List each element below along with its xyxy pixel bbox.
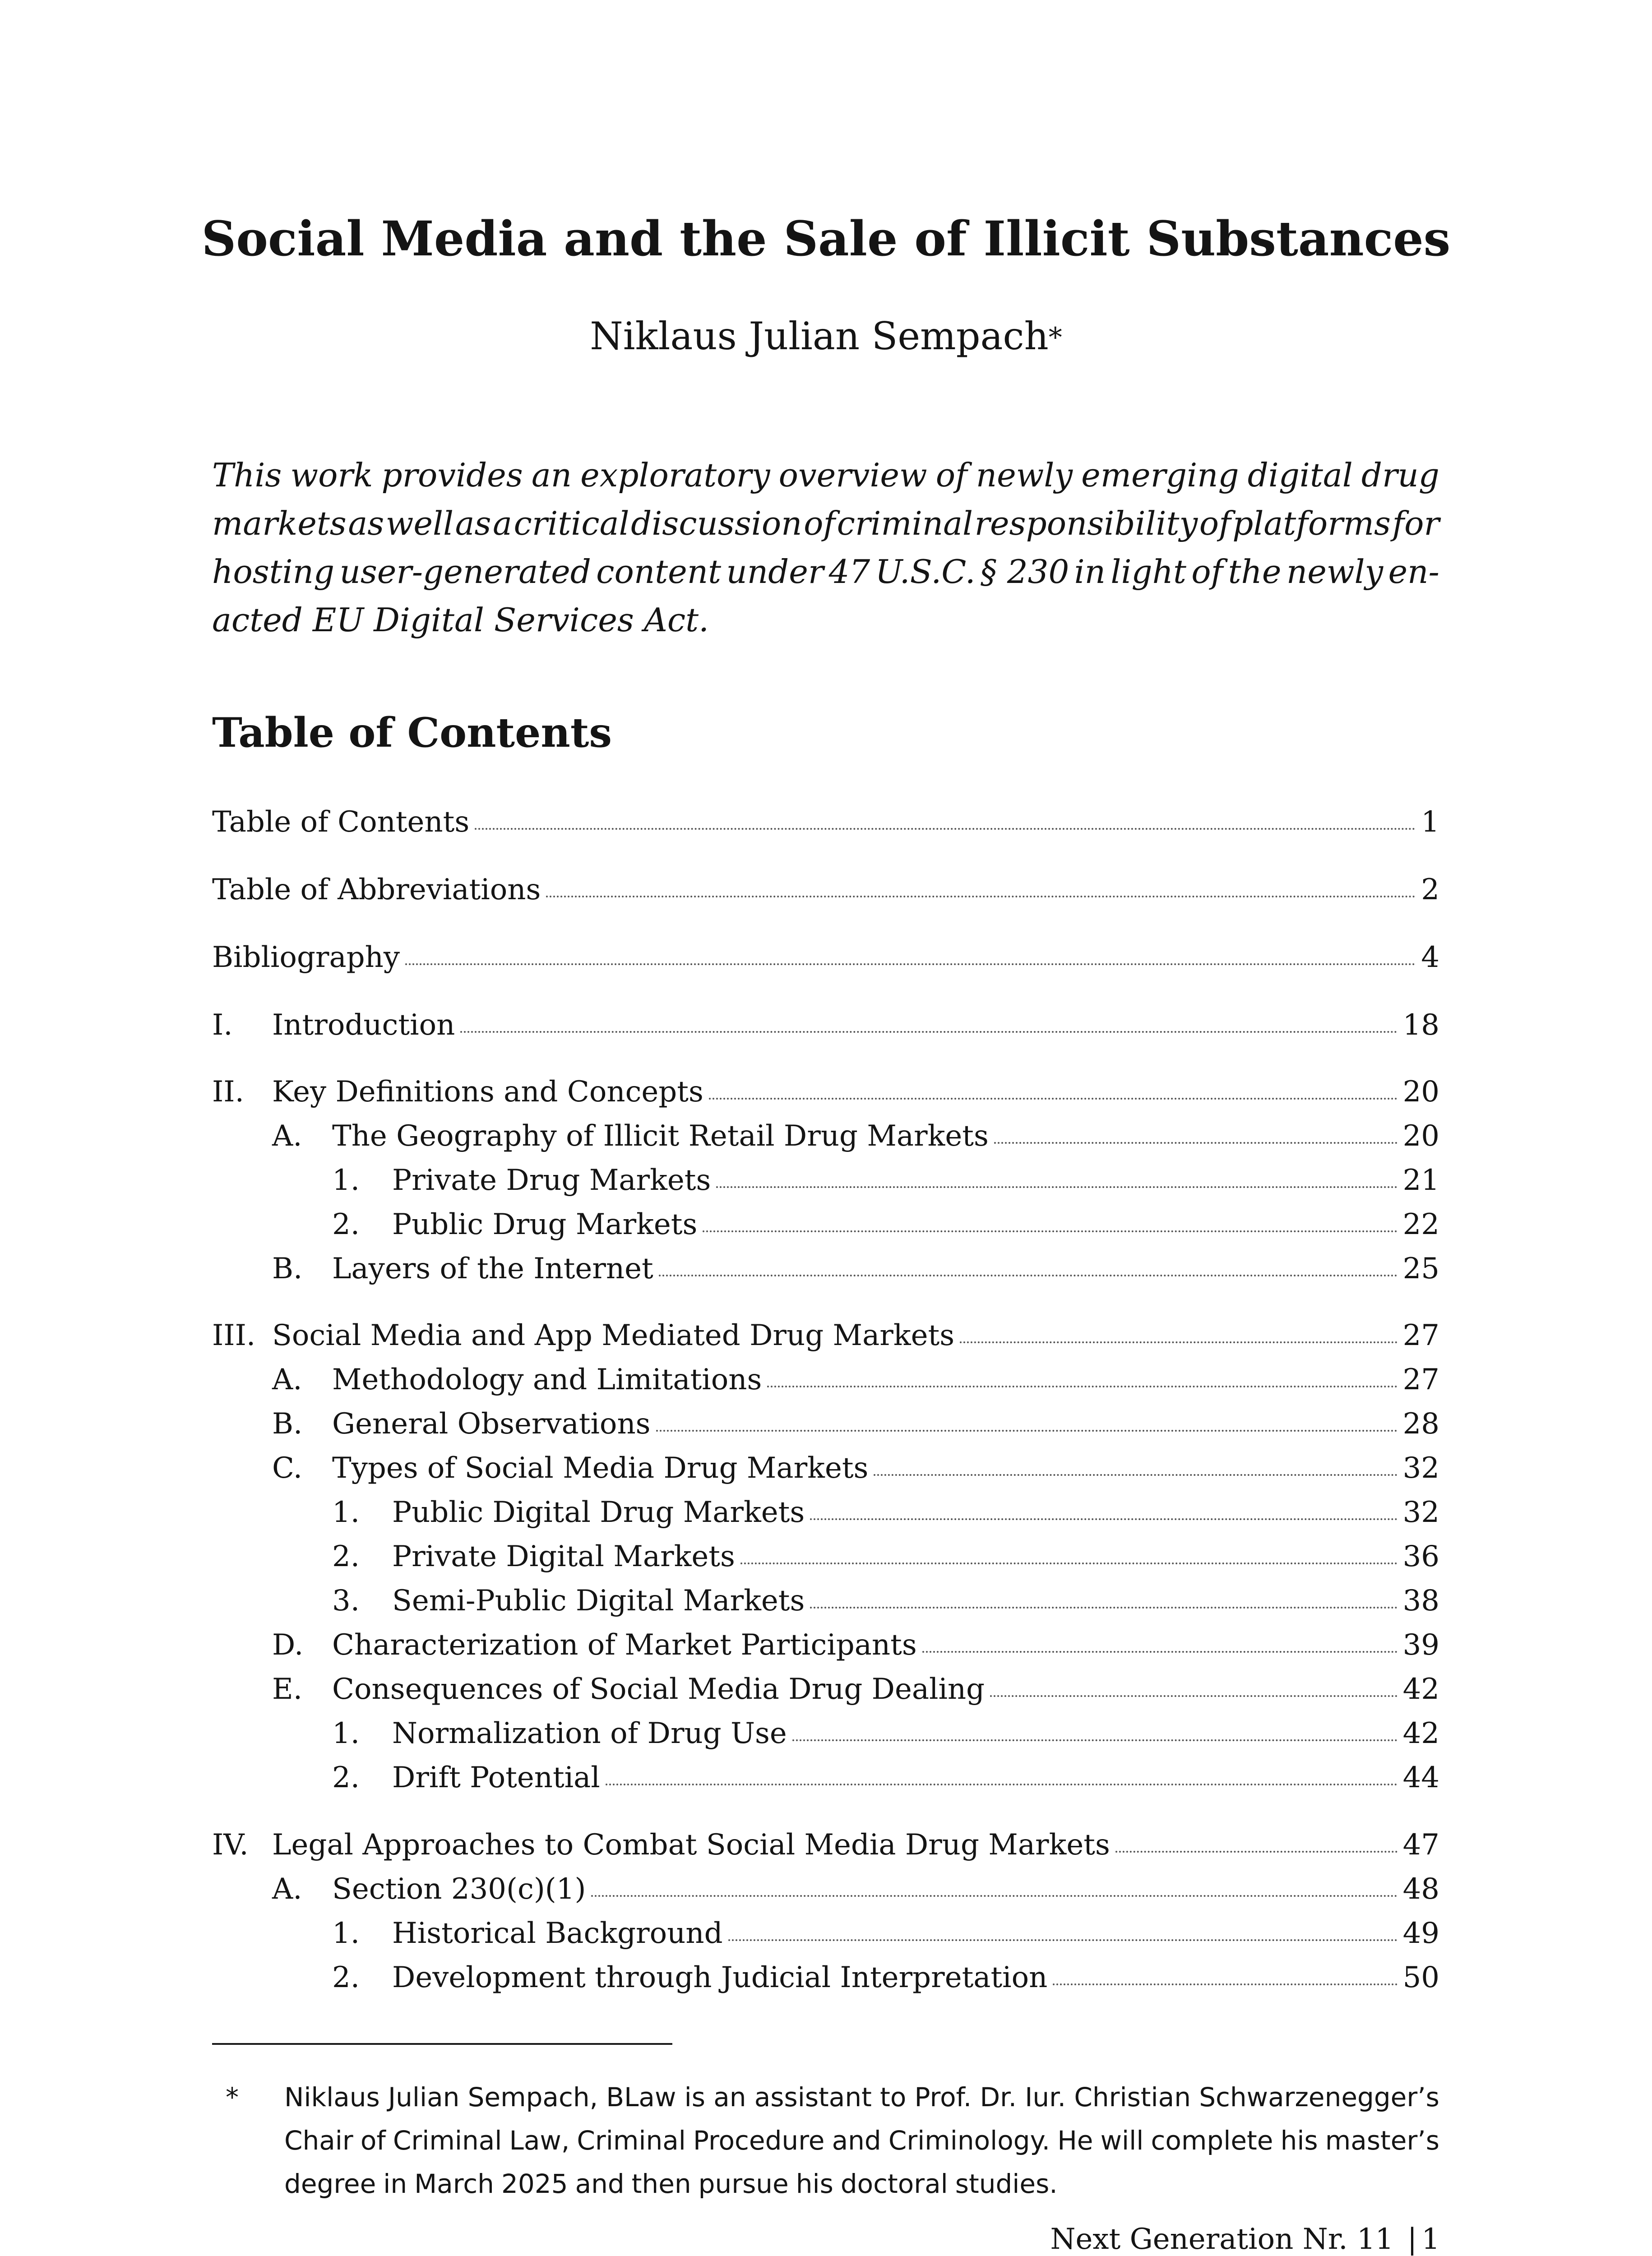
toc-dot-leader [460, 1031, 1397, 1033]
author-footnote-mark[interactable]: * [1048, 322, 1062, 353]
footnote-word: in [383, 2168, 407, 2199]
footnote-word: master’s [1325, 2125, 1439, 2156]
abstract-word: hosting [212, 553, 335, 591]
toc-entry-title: Methodology and Limitations [332, 1363, 762, 1396]
footnote-line [284, 2162, 1439, 2205]
abstract-word: acted [212, 601, 303, 639]
toc-dot-leader [656, 1430, 1397, 1432]
toc-entry-page: 42 [1402, 1673, 1439, 1706]
toc-entry-page: 42 [1402, 1717, 1439, 1750]
toc-entry-page: 1 [1421, 805, 1439, 839]
abstract-word: drug [1361, 456, 1439, 494]
toc-entry-number: 1. [332, 1164, 360, 1197]
toc-entry-page: 32 [1402, 1452, 1439, 1485]
toc-entry-number: 2. [332, 1540, 360, 1573]
page-number: 1 [1421, 2223, 1440, 2256]
toc-entry-title: Normalization of Drug Use [392, 1717, 787, 1750]
toc-entry-number: D. [272, 1628, 304, 1662]
toc-entry[interactable] [212, 1670, 1439, 1708]
toc-entry-title: Table of Contents [212, 805, 470, 839]
abstract-word: 47 [828, 553, 870, 591]
toc-entry[interactable] [212, 1250, 1439, 1288]
abstract-word: light [1111, 553, 1186, 591]
footnote-word: He [1057, 2125, 1093, 2156]
toc-entry[interactable] [212, 1826, 1439, 1864]
footnote-word: Christian [1074, 2082, 1191, 2113]
toc-entry-page: 32 [1402, 1496, 1439, 1529]
abstract-word: markets [212, 504, 347, 542]
abstract-word: content [596, 553, 722, 591]
footnote-word: assistant [754, 2082, 872, 2113]
toc-entry-number: 2. [332, 1961, 360, 1994]
toc-entry-page: 44 [1402, 1761, 1439, 1794]
toc-entry-page: 28 [1402, 1407, 1439, 1441]
footnote-word: will [1100, 2125, 1144, 2156]
toc-dot-leader [728, 1939, 1397, 1941]
abstract-word: in [1074, 553, 1106, 591]
footnote-word: and [832, 2125, 881, 2156]
toc-entry-number: E. [272, 1673, 303, 1706]
toc-dot-leader [960, 1341, 1397, 1343]
toc-dot-leader [1053, 1983, 1397, 1985]
page-footer [1050, 2222, 1440, 2256]
toc-entry-title: Drift Potential [392, 1761, 600, 1794]
footnote-mark: * [226, 2082, 239, 2113]
toc-entry[interactable] [212, 1582, 1439, 1620]
abstract-word: an [531, 456, 572, 494]
toc-entry-title: Consequences of Social Media Drug Dealing [332, 1673, 985, 1706]
toc-entry-page: 27 [1402, 1319, 1439, 1352]
abstract-word: user-generated [339, 553, 591, 591]
toc-entry-number: I. [212, 1008, 233, 1042]
toc-entry-page: 25 [1402, 1252, 1439, 1285]
abstract-word: newly [1286, 553, 1384, 591]
toc-dot-leader [405, 963, 1416, 965]
toc-dot-leader [709, 1098, 1397, 1100]
toc-entry-page: 50 [1402, 1961, 1439, 1994]
footnote-word: to [880, 2082, 907, 2113]
toc-entry[interactable] [212, 1206, 1439, 1244]
author-line [0, 314, 1652, 359]
footnote-word: 2025 [501, 2168, 568, 2199]
footnote-text [284, 2076, 1439, 2205]
abstract-word: a [493, 504, 512, 542]
footnote-word: his [1280, 2125, 1318, 2156]
abstract-word: responsibility [974, 504, 1198, 542]
abstract-word: of [1199, 504, 1231, 542]
toc-entry-number: C. [272, 1452, 303, 1485]
abstract-word: platforms [1232, 504, 1391, 542]
toc-entry-number: 3. [332, 1584, 360, 1618]
toc-entry[interactable] [212, 803, 1439, 841]
toc-entry-number: III. [212, 1319, 256, 1352]
toc-entry-title: Historical Background [392, 1917, 723, 1950]
toc-entry[interactable] [212, 1449, 1439, 1487]
footnote-word: Sempach, [467, 2082, 598, 2113]
toc-dot-leader [990, 1695, 1397, 1697]
toc-entry-page: 21 [1402, 1164, 1439, 1197]
footnote-line [284, 2076, 1439, 2119]
footnote-separator [212, 2043, 672, 2045]
footnote-word: of [360, 2125, 386, 2156]
footnote-word: studies. [955, 2168, 1058, 2199]
abstract-word: overview [778, 456, 927, 494]
footnote-word: doctoral [840, 2168, 948, 2199]
footnote-word: then [631, 2168, 691, 2199]
abstract-word: en- [1388, 553, 1439, 591]
footnote-word: and [575, 2168, 625, 2199]
toc-entry[interactable] [212, 1914, 1439, 1952]
toc-entry[interactable] [212, 1117, 1439, 1155]
toc-entry-number: A. [272, 1363, 302, 1396]
toc-entry-page: 22 [1402, 1208, 1439, 1241]
footnote-word: complete [1151, 2125, 1273, 2156]
toc-entry[interactable] [212, 1006, 1439, 1044]
toc-dot-leader [740, 1563, 1397, 1564]
toc-entry-title: Bibliography [212, 941, 400, 974]
abstract-word: Digital [374, 601, 484, 639]
toc-entry-page: 18 [1402, 1008, 1439, 1042]
toc-entry-title: Public Drug Markets [392, 1208, 698, 1241]
footnote-word: pursue [698, 2168, 789, 2199]
footnote-word: his [796, 2168, 833, 2199]
toc-dot-leader [716, 1186, 1397, 1188]
toc-dot-leader [874, 1474, 1397, 1476]
toc-entry-title: Private Drug Markets [392, 1164, 711, 1197]
abstract-word: exploratory [580, 456, 770, 494]
toc-entry-page: 48 [1402, 1872, 1439, 1906]
toc-entry-number: II. [212, 1075, 244, 1109]
toc-dot-leader [994, 1142, 1397, 1144]
abstract-line [212, 499, 1439, 548]
toc-entry-title: Section 230(c)(1) [332, 1872, 586, 1906]
toc-dot-leader [792, 1739, 1397, 1741]
abstract-line [212, 596, 1439, 644]
toc-entry-number: A. [272, 1119, 302, 1153]
toc-entry-title: Layers of the Internet [332, 1252, 653, 1285]
toc-entry-page: 4 [1421, 941, 1439, 974]
toc-entry[interactable] [212, 1493, 1439, 1531]
toc-dot-leader [922, 1651, 1397, 1653]
toc-entry[interactable] [212, 1073, 1439, 1111]
toc-dot-leader [767, 1386, 1397, 1387]
abstract-word: U.S.C. [875, 553, 976, 591]
footnote-word: Niklaus [284, 2082, 380, 2113]
abstract-word: EU [312, 601, 364, 639]
toc-entry-page: 27 [1402, 1363, 1439, 1396]
footnote-word: an [713, 2082, 746, 2113]
footnote-word: is [684, 2082, 705, 2113]
footnote-word: Chair [284, 2125, 353, 2156]
toc-entry-page: 47 [1402, 1828, 1439, 1862]
toc-entry-title: Public Digital Drug Markets [392, 1496, 805, 1529]
toc-entry-number: 1. [332, 1917, 360, 1950]
toc-dot-leader [810, 1607, 1397, 1609]
toc-entry[interactable] [212, 1870, 1439, 1908]
abstract-word: for [1392, 504, 1439, 542]
abstract-word: critical [514, 504, 629, 542]
abstract-word: provides [381, 456, 523, 494]
toc-dot-leader [659, 1275, 1397, 1276]
abstract [212, 451, 1439, 644]
footnote-word: BLaw [606, 2082, 676, 2113]
abstract-word: the [1228, 553, 1282, 591]
footnote-word: Criminal [577, 2125, 686, 2156]
toc-dot-leader [546, 896, 1416, 897]
abstract-line [212, 548, 1439, 596]
journal-name: Next Generation Nr. 11 [1050, 2223, 1394, 2256]
abstract-word: well [385, 504, 454, 542]
toc-entry[interactable] [212, 1715, 1439, 1752]
toc-entry[interactable] [212, 938, 1439, 976]
toc-entry-number: B. [272, 1407, 303, 1441]
toc-entry-title: Semi-Public Digital Markets [392, 1584, 805, 1618]
toc-entry-title: Private Digital Markets [392, 1540, 735, 1573]
toc-entry-page: 49 [1402, 1917, 1439, 1950]
toc-entry-title: Key Definitions and Concepts [272, 1075, 703, 1109]
toc-entry-page: 2 [1421, 873, 1439, 906]
toc-entry-number: 2. [332, 1761, 360, 1794]
toc-entry[interactable] [212, 1759, 1439, 1797]
abstract-word: This [212, 456, 282, 494]
abstract-word: under [726, 553, 824, 591]
abstract-word: of [804, 504, 836, 542]
toc-entry[interactable] [212, 1959, 1439, 1997]
toc-entry-title: General Observations [332, 1407, 651, 1441]
abstract-line [212, 451, 1439, 499]
toc-entry[interactable] [212, 1405, 1439, 1443]
toc-entry-title: The Geography of Illicit Retail Drug Markets [332, 1119, 989, 1153]
footnote-word: Dr. [980, 2082, 1017, 2113]
toc-dot-leader [475, 828, 1416, 830]
toc-entry-page: 20 [1402, 1119, 1439, 1153]
abstract-word: of [1191, 553, 1223, 591]
toc-dot-leader [703, 1230, 1397, 1232]
toc-entry-number: IV. [212, 1828, 249, 1862]
toc-entry[interactable] [212, 1626, 1439, 1664]
abstract-word: Services [494, 601, 634, 639]
abstract-word: § 230 [980, 553, 1069, 591]
toc-entry-number: A. [272, 1872, 302, 1906]
toc-entry-title: Development through Judicial Interpretation [392, 1961, 1048, 1994]
toc-entry-title: Social Media and App Mediated Drug Markets [272, 1319, 955, 1352]
abstract-word: newly [976, 456, 1073, 494]
toc-entry[interactable] [212, 1317, 1439, 1355]
abstract-word: criminal [837, 504, 973, 542]
toc-entry-number: B. [272, 1252, 303, 1285]
footnote-word: degree [284, 2168, 376, 2199]
toc-entry[interactable] [212, 1361, 1439, 1399]
footnote-word: Criminology. [888, 2125, 1050, 2156]
footnote-word: Julian [388, 2082, 460, 2113]
footnote-word: Law, [509, 2125, 570, 2156]
toc-heading: Table of Contents [212, 709, 612, 757]
toc-entry-number: 1. [332, 1496, 360, 1529]
toc-entry-title: Characterization of Market Participants [332, 1628, 917, 1662]
toc-entry-page: 20 [1402, 1075, 1439, 1109]
toc-entry-number: 1. [332, 1717, 360, 1750]
toc-entry[interactable] [212, 1538, 1439, 1576]
toc-entry-title: Introduction [272, 1008, 455, 1042]
toc-dot-leader [810, 1518, 1397, 1520]
abstract-word: discussion [631, 504, 802, 542]
footnote-word: Iur. [1025, 2082, 1066, 2113]
author-name: Niklaus Julian Sempach [590, 314, 1049, 358]
abstract-word: as [455, 504, 491, 542]
toc-dot-leader [591, 1895, 1397, 1897]
footnote-line [284, 2119, 1439, 2162]
toc-entry-title: Types of Social Media Drug Markets [332, 1452, 869, 1485]
footer-separator: | [1407, 2223, 1417, 2256]
abstract-word: Act. [643, 601, 709, 639]
toc-entry-page: 36 [1402, 1540, 1439, 1573]
toc-entry[interactable] [212, 1161, 1439, 1199]
toc-dot-leader [1115, 1851, 1397, 1853]
footnote-word: Procedure [693, 2125, 825, 2156]
abstract-word: of [935, 456, 967, 494]
footnote-word: Schwarzenegger’s [1199, 2082, 1439, 2113]
abstract-word: digital [1247, 456, 1353, 494]
toc-entry[interactable] [212, 871, 1439, 909]
abstract-word: as [348, 504, 384, 542]
toc-dot-leader [606, 1784, 1397, 1785]
footnote-word: March [414, 2168, 494, 2199]
toc-entry-page: 38 [1402, 1584, 1439, 1618]
toc-entry-page: 39 [1402, 1628, 1439, 1662]
abstract-word: emerging [1081, 456, 1239, 494]
footnote-word: Criminal [393, 2125, 502, 2156]
footnote-word: Prof. [914, 2082, 972, 2113]
toc-entry-number: 2. [332, 1208, 360, 1241]
toc-entry-title: Legal Approaches to Combat Social Media Drug Markets [272, 1828, 1110, 1862]
toc-entry-title: Table of Abbreviations [212, 873, 541, 906]
paper-title: Social Media and the Sale of Illicit Substances [201, 210, 1451, 267]
abstract-word: work [290, 456, 373, 494]
